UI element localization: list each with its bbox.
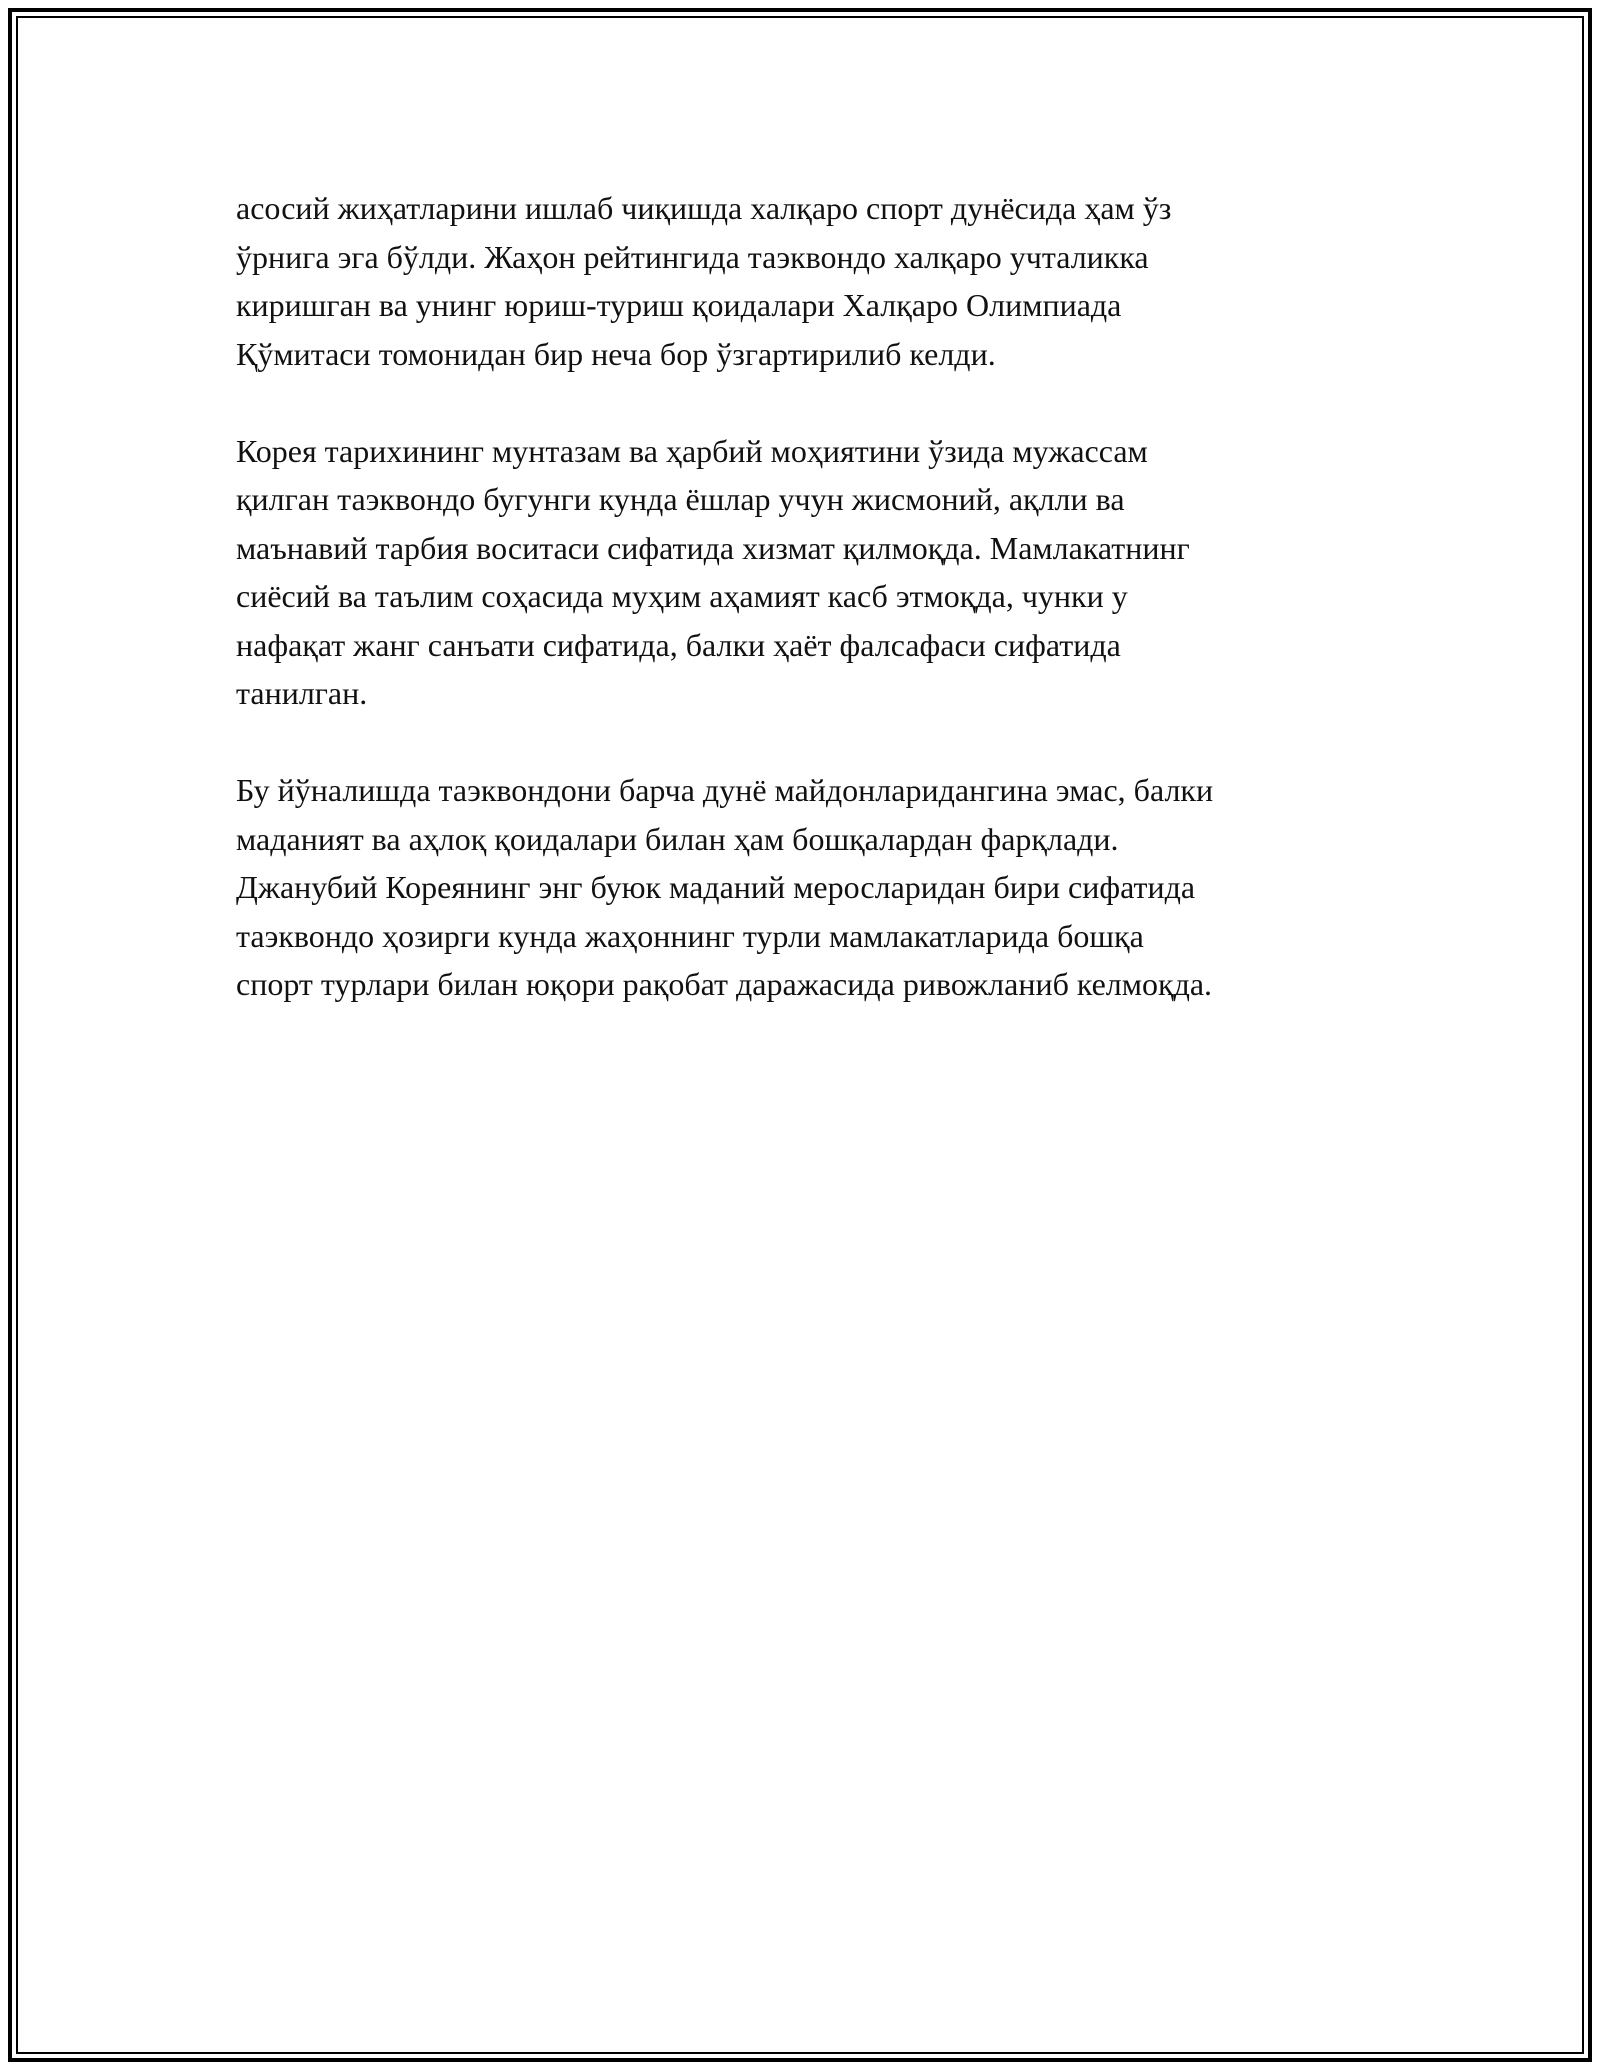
text-line: киришган ва унинг юриш-туриш қоидалари Халқаро Олимпиада xyxy=(236,287,1122,323)
text-line: асосий жиҳатларини ишлаб чиқишда халқаро спорт дунёсида ҳам ўз xyxy=(236,190,1172,226)
text-line: маданият ва аҳлоқ қоидалари билан ҳам бошқалардан фарқлади. xyxy=(236,820,1119,857)
text-line: ўрнига эга бўлди. Жаҳон рейтингида таэквондо халқаро учталикка xyxy=(236,238,1149,275)
text-line: Қўмитаси томонидан бир неча бор ўзгартирилиб келди. xyxy=(236,335,996,372)
document-body xyxy=(236,184,1396,1057)
text-line: Бу йўналишда таэквондони барча дунё майдонларидангина эмас, балки xyxy=(236,772,1214,808)
paragraph-2 xyxy=(236,427,1396,718)
text-line: Корея тарихининг мунтазам ва ҳарбий моҳиятини ўзида мужассам xyxy=(236,432,1148,469)
text-line: маънавий тарбия воситаси сифатида хизмат қилмоқда. Мамлакатнинг xyxy=(236,529,1190,566)
paragraph-1 xyxy=(236,184,1396,378)
text-line: танилган. xyxy=(236,675,368,711)
paragraph-3 xyxy=(236,766,1396,1009)
text-line: спорт турлари билан юқори рақобат даражасида ривожланиб келмоқда. xyxy=(236,966,1213,1002)
text-line: Джанубий Кореянинг энг буюк маданий меросларидан бири сифатида xyxy=(236,869,1196,905)
text-line: таэквондо ҳозирги кунда жаҳоннинг турли мамлакатларида бошқа xyxy=(236,917,1144,954)
text-line: сиёсий ва таълим соҳасида муҳим аҳамият касб этмоқда, чунки у xyxy=(236,578,1128,614)
text-line: нафақат жанг санъати сифатида, балки ҳаёт фалсафаси сифатида xyxy=(236,626,1121,663)
text-line: қилган таэквондо бугунги кунда ёшлар учун жисмоний, ақлли ва xyxy=(236,481,1125,517)
